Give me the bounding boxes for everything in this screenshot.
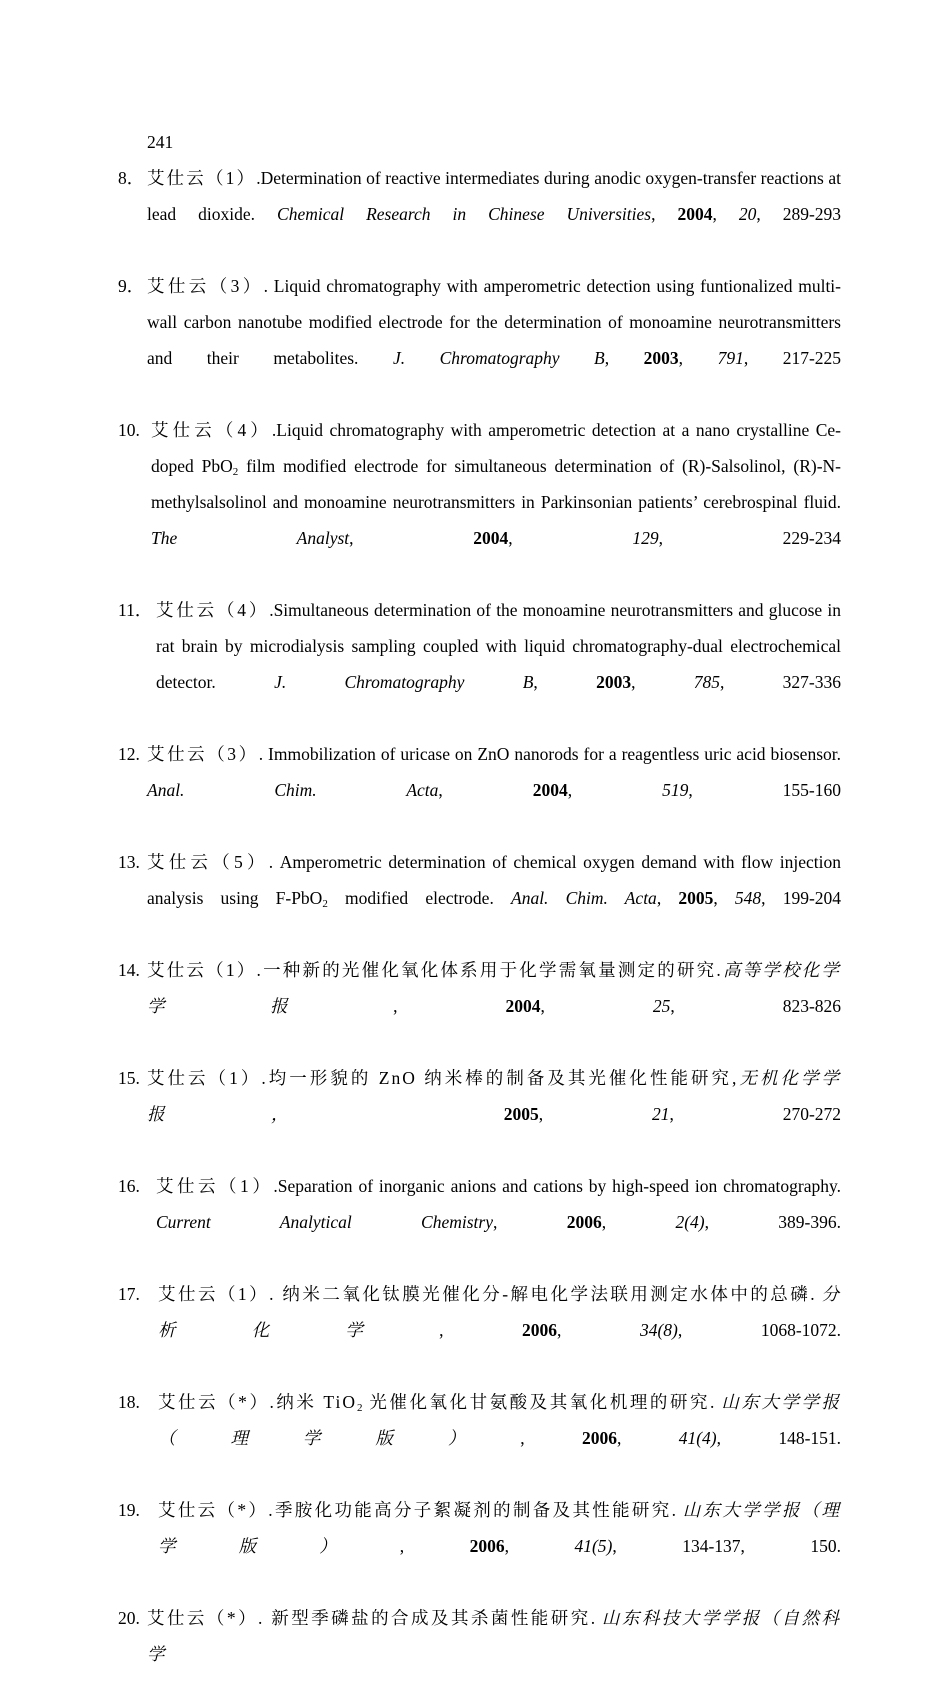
author: 艾仕云（1） <box>147 168 257 188</box>
author: 艾仕云（1） <box>147 1068 262 1088</box>
author: 艾仕云（1） <box>147 960 257 980</box>
volume: 34(8) <box>639 1320 678 1340</box>
reference-number: 17. <box>118 1284 140 1304</box>
title: modified electrode. <box>327 888 494 908</box>
title: 光催化氧化甘氨酸及其氧化机理的研究. <box>362 1392 717 1412</box>
reference-number: 18. <box>118 1392 140 1412</box>
author: 艾仕云（*） <box>147 1608 259 1628</box>
author: 艾仕云（3） <box>147 744 259 764</box>
reference-item: 14. 艾仕云（1）.一种新的光催化氧化体系用于化学需氧量测定的研究.高等学校化学学报, 2004, 25, 823-826 <box>118 952 841 1060</box>
title: .Separation of inorganic anions and cations by high-speed ion chromatography. <box>273 1176 842 1196</box>
title-subscript: 2 <box>322 898 328 910</box>
volume: 548 <box>734 888 762 908</box>
title: .Simultaneous determination of the monoamine neurotransmitters and glucose in rat brain by microdialysis sampling coupled with liquid chromatography-dual electrochemical detector. <box>156 600 841 692</box>
reference-number: 12. <box>118 744 140 764</box>
volume: 41(4) <box>678 1428 717 1448</box>
volume: 519 <box>662 780 689 800</box>
volume: 20 <box>738 204 757 224</box>
title: .Determination of reactive intermediates during anodic oxygen-transfer reactions at lead dioxide. <box>147 168 842 224</box>
pages: , 823-826 <box>670 996 842 1016</box>
reference-item <box>118 1600 841 1708</box>
volume: 791 <box>717 348 744 368</box>
reference-list <box>118 160 841 1708</box>
title: . 纳米二氧化钛膜光催化分-解电化学法联用测定水体中的总磷. <box>269 1284 817 1304</box>
year: 2005 <box>678 888 714 908</box>
reference-number: 11． <box>118 600 153 620</box>
title-subscript: 2 <box>356 1402 363 1414</box>
reference-item: 19. 艾仕云（*）.季胺化功能高分子絮凝剂的制备及其性能研究. 山东大学学报（理学版）, 2006, 41(5), 134-137, 150. <box>118 1492 841 1600</box>
reference-number: 9． <box>118 276 145 296</box>
reference-number: 16. <box>118 1176 140 1196</box>
year: 2003 <box>596 672 632 692</box>
title: . 新型季磷盐的合成及其杀菌性能研究. <box>258 1608 598 1628</box>
pages: , 389-396. <box>704 1212 842 1232</box>
title: . Amperometric determination of chemical oxygen demand with flow injection analysis using F-PbO <box>147 852 842 908</box>
journal: Anal. Chim. Acta <box>511 888 657 908</box>
journal: Chemical Research in Chinese Universities <box>277 204 652 224</box>
year: 2006 <box>522 1320 558 1340</box>
reference-item: 10. 艾仕云（4）.Liquid chromatography with amperometric detection at a nano crystalline Ce-doped PbO$_2$ film modified electrode for simultaneous determination of (R)-Salsolinol, (R)-N-methylsalsolinol and monoamine neurotransmitters in Parkinsonian patients’ cerebrospinal fluid. The Analyst, 2004, 129, 229-234 <box>118 412 841 592</box>
journal: 分析化学 <box>158 1284 842 1340</box>
reference-item: 12. 艾仕云（3）. Immobilization of uricase on ZnO nanorods for a reagentless uric acid biosensor. Anal. Chim. Acta, 2004, 519, 155-160 <box>118 736 841 844</box>
pages: , 327-336 <box>720 672 841 692</box>
reference-item: 15. 艾仕云（1）.均一形貌的 ZnO 纳米棒的制备及其光催化性能研究,无机化学学报， 2005, 21, 270-272 <box>118 1060 841 1168</box>
author: 艾仕云（*） <box>158 1500 269 1520</box>
year: 2005 <box>503 1104 539 1124</box>
pages: , 289-293 <box>756 204 842 224</box>
continuation-text: 241 <box>147 132 174 152</box>
reference-item: 16. 艾仕云（1）.Separation of inorganic anions and cations by high-speed ion chromatography. Current Analytical Chemistry, 2006, 2(4), 389-396. <box>118 1168 841 1276</box>
volume: 785 <box>693 672 720 692</box>
title: . Liquid chromatography with amperometric detection using funtionalized multi-wall carbon nanotube modified electrode for the determination of monoamine neurotransmitters and their metabolites. <box>147 276 841 368</box>
pages: , 217-225 <box>743 348 842 368</box>
title: . Immobilization of uricase on ZnO nanorods for a reagentless uric acid biosensor. <box>258 744 841 764</box>
reference-number: 13. <box>118 852 140 872</box>
pages: , 270-272 <box>669 1104 842 1124</box>
reference-item: 8． 艾仕云（1）.Determination of reactive intermediates during anodic oxygen-transfer reactions at lead dioxide. Chemical Research in Chinese Universities, 2004, 20, 289-293 <box>118 160 841 268</box>
author: 艾仕云（4） <box>151 420 272 440</box>
author: 艾仕云（3） <box>147 276 264 296</box>
reference-number: 8． <box>118 168 145 188</box>
journal: J. Chromatography B <box>392 348 605 368</box>
title: .季胺化功能高分子絮凝剂的制备及其性能研究. <box>268 1500 678 1520</box>
reference-number: 20. <box>118 1608 140 1628</box>
reference-number: 15. <box>118 1068 140 1088</box>
journal: Anal. Chim. Acta <box>147 780 439 800</box>
year: 2003 <box>643 348 679 368</box>
title: .一种新的光催化氧化体系用于化学需氧量测定的研究. <box>256 960 723 980</box>
author: 艾仕云（5） <box>147 852 269 872</box>
year: 2006 <box>469 1536 505 1556</box>
year: 2006 <box>582 1428 617 1448</box>
reference-number: 19. <box>118 1500 140 1520</box>
reference-item: 13. 艾仕云（5）. Amperometric determination of chemical oxygen demand with flow injection analysis using F-PbO$_2$ modified electrode. Anal. Chim. Acta, 2005, 548, 199-204 <box>118 844 841 952</box>
author: 艾仕云（4） <box>156 600 270 620</box>
pages: , 155-160 <box>688 780 842 800</box>
journal: 山东大学学报（理学版） <box>158 1392 842 1448</box>
author: 艾仕云（1） <box>158 1284 270 1304</box>
journal: 山东大学学报（理学版） <box>158 1500 842 1556</box>
journal: J. Chromatography B <box>274 672 534 692</box>
title: film modified electrode for simultaneous determination of (R)-Salsolinol, (R)-N-methylsalsolinol and monoamine neurotransmitters in Parkinsonian patients’ cerebrospinal fluid. <box>151 456 841 512</box>
volume: 129 <box>632 528 659 548</box>
year: 2004 <box>677 204 713 224</box>
volume: 41(5) <box>574 1536 613 1556</box>
title: .纳米 TiO <box>269 1392 357 1412</box>
pages: , 1068-1072. <box>677 1320 842 1340</box>
year: 2004 <box>473 528 509 548</box>
author: 艾仕云（1） <box>156 1176 274 1196</box>
title: .均一形貌的 ZnO 纳米棒的制备及其光催化性能研究, <box>261 1068 739 1088</box>
journal: Current Analytical Chemistry <box>156 1212 493 1232</box>
pages: , 148-151. <box>716 1428 842 1448</box>
journal: 山东科技大学学报（自然科学 <box>147 1608 842 1664</box>
pages: , 199-204 <box>761 888 842 908</box>
pages: , 229-234 <box>658 528 841 548</box>
reference-item: 11． 艾仕云（4）.Simultaneous determination of the monoamine neurotransmitters and glucose in rat brain by microdialysis sampling coupled with liquid chromatography-dual electrochemical detector. J. Chromatography B, 2003, 785, 327-336 <box>118 592 841 736</box>
reference-number: 14. <box>118 960 140 980</box>
author: 艾仕云（*） <box>158 1392 270 1412</box>
journal: The Analyst <box>151 528 350 548</box>
journal: 高等学校化学学报 <box>147 960 841 1016</box>
journal: 无机化学学报， <box>147 1068 842 1124</box>
pages: , 134-137, 150. <box>612 1536 842 1556</box>
reference-item: 17. 艾仕云（1）. 纳米二氧化钛膜光催化分-解电化学法联用测定水体中的总磷. 分析化学, 2006, 34(8), 1068-1072. <box>118 1276 841 1384</box>
volume: 2(4) <box>675 1212 705 1232</box>
volume: 25 <box>652 996 671 1016</box>
reference-number: 10. <box>118 420 140 440</box>
volume: 21 <box>651 1104 670 1124</box>
reference-item: 9． 艾仕云（3）. Liquid chromatography with amperometric detection using funtionalized multi-wall carbon nanotube modified electrode for the determination of monoamine neurotransmitters and their metabolites. J. Chromatography B, 2003, 791, 217-225 <box>118 268 841 412</box>
year: 2004 <box>532 780 568 800</box>
year: 2006 <box>566 1212 602 1232</box>
title: .Liquid chromatography with amperometric detection at a nano crystalline Ce-doped PbO <box>151 420 842 476</box>
title-subscript: 2 <box>232 466 239 478</box>
year: 2004 <box>505 996 541 1016</box>
reference-item: 18. 艾仕云（*）.纳米 TiO$_2$ 光催化氧化甘氨酸及其氧化机理的研究. 山东大学学报（理学版）, 2006, 41(4), 148-151. <box>118 1384 841 1492</box>
